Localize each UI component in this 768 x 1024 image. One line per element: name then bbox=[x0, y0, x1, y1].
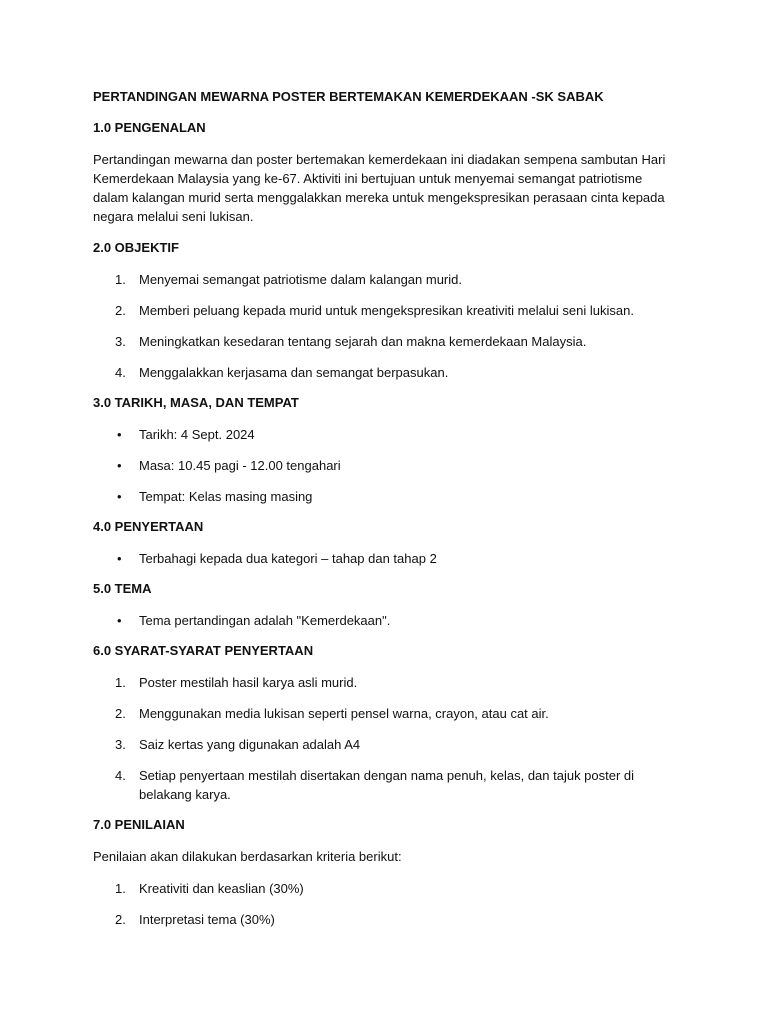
list-item-text: Terbahagi kepada dua kategori – tahap dan tahap 2 bbox=[139, 551, 437, 566]
syarat-list bbox=[93, 673, 668, 804]
list-item bbox=[93, 456, 668, 475]
list-item bbox=[93, 270, 668, 289]
list-number: 2. bbox=[115, 912, 126, 927]
list-number: 3. bbox=[115, 737, 126, 752]
list-item-text: Tarikh: 4 Sept. 2024 bbox=[139, 427, 255, 442]
list-item-text: Tema pertandingan adalah "Kemerdekaan". bbox=[139, 613, 391, 628]
list-item-text: Setiap penyertaan mestilah disertakan dengan nama penuh, kelas, dan tajuk poster di belakang karya. bbox=[139, 768, 635, 802]
section-heading-syarat: 6.0 SYARAT-SYARAT PENYERTAAN bbox=[93, 643, 314, 658]
bullet-icon: • bbox=[117, 427, 122, 442]
list-item bbox=[93, 425, 668, 444]
list-number: 2. bbox=[115, 303, 126, 318]
section-paragraph-penilaian: Penilaian akan dilakukan berdasarkan kriteria berikut: bbox=[93, 849, 402, 864]
list-number: 4. bbox=[115, 365, 126, 380]
list-item bbox=[93, 766, 668, 804]
tarikh-list bbox=[93, 425, 668, 506]
list-item-text: Menggunakan media lukisan seperti pensel warna, crayon, atau cat air. bbox=[139, 706, 549, 721]
list-item-text: Tempat: Kelas masing masing bbox=[139, 489, 313, 504]
list-item bbox=[93, 332, 668, 351]
list-item-text: Menyemai semangat patriotisme dalam kalangan murid. bbox=[139, 272, 462, 287]
bullet-icon: • bbox=[117, 613, 122, 628]
list-item bbox=[93, 363, 668, 382]
list-number: 1. bbox=[115, 675, 126, 690]
section-heading-objektif: 2.0 OBJEKTIF bbox=[93, 240, 179, 255]
list-item-text: Masa: 10.45 pagi - 12.00 tengahari bbox=[139, 458, 341, 473]
section-heading-tarikh-masa-tempat: 3.0 TARIKH, MASA, DAN TEMPAT bbox=[93, 395, 299, 410]
bullet-icon: • bbox=[117, 551, 122, 566]
section-heading-penilaian: 7.0 PENILAIAN bbox=[93, 817, 185, 832]
list-item bbox=[93, 611, 668, 630]
list-number: 1. bbox=[115, 272, 126, 287]
list-item-text: Menggalakkan kerjasama dan semangat berpasukan. bbox=[139, 365, 449, 380]
list-item-text: Memberi peluang kepada murid untuk mengekspresikan kreativiti melalui seni lukisan. bbox=[139, 303, 634, 318]
list-number: 2. bbox=[115, 706, 126, 721]
section-heading-pengenalan: 1.0 PENGENALAN bbox=[93, 120, 206, 135]
list-item bbox=[93, 735, 668, 754]
bullet-icon: • bbox=[117, 489, 122, 504]
document-title: PERTANDINGAN MEWARNA POSTER BERTEMAKAN KEMERDEKAAN -SK SABAK bbox=[93, 89, 604, 104]
penyertaan-list bbox=[93, 549, 668, 568]
section-paragraph-pengenalan: Pertandingan mewarna dan poster bertemakan kemerdekaan ini diadakan sempena sambutan Hari Kemerdekaan Malaysia yang ke-67. Aktiviti ini bertujuan untuk menyemai semangat patriotisme dalam kalangan murid serta menggalakkan mereka untuk mengekspresikan perasaan cinta kepada negara melalui seni lukisan. bbox=[93, 152, 666, 224]
list-item bbox=[93, 879, 668, 898]
list-item bbox=[93, 910, 668, 929]
bullet-icon: • bbox=[117, 458, 122, 473]
list-number: 1. bbox=[115, 881, 126, 896]
list-item bbox=[93, 704, 668, 723]
list-item bbox=[93, 549, 668, 568]
penilaian-list bbox=[93, 879, 668, 929]
list-item-text: Poster mestilah hasil karya asli murid. bbox=[139, 675, 358, 690]
list-item-text: Meningkatkan kesedaran tentang sejarah dan makna kemerdekaan Malaysia. bbox=[139, 334, 587, 349]
tema-list bbox=[93, 611, 668, 630]
list-item bbox=[93, 301, 668, 320]
list-item bbox=[93, 673, 668, 692]
list-item bbox=[93, 487, 668, 506]
objektif-list bbox=[93, 270, 668, 382]
list-item-text: Kreativiti dan keaslian (30%) bbox=[139, 881, 304, 896]
section-heading-penyertaan: 4.0 PENYERTAAN bbox=[93, 519, 204, 534]
list-number: 4. bbox=[115, 768, 126, 783]
list-item-text: Saiz kertas yang digunakan adalah A4 bbox=[139, 737, 361, 752]
list-item-text: Interpretasi tema (30%) bbox=[139, 912, 275, 927]
section-heading-tema: 5.0 TEMA bbox=[93, 581, 152, 596]
list-number: 3. bbox=[115, 334, 126, 349]
